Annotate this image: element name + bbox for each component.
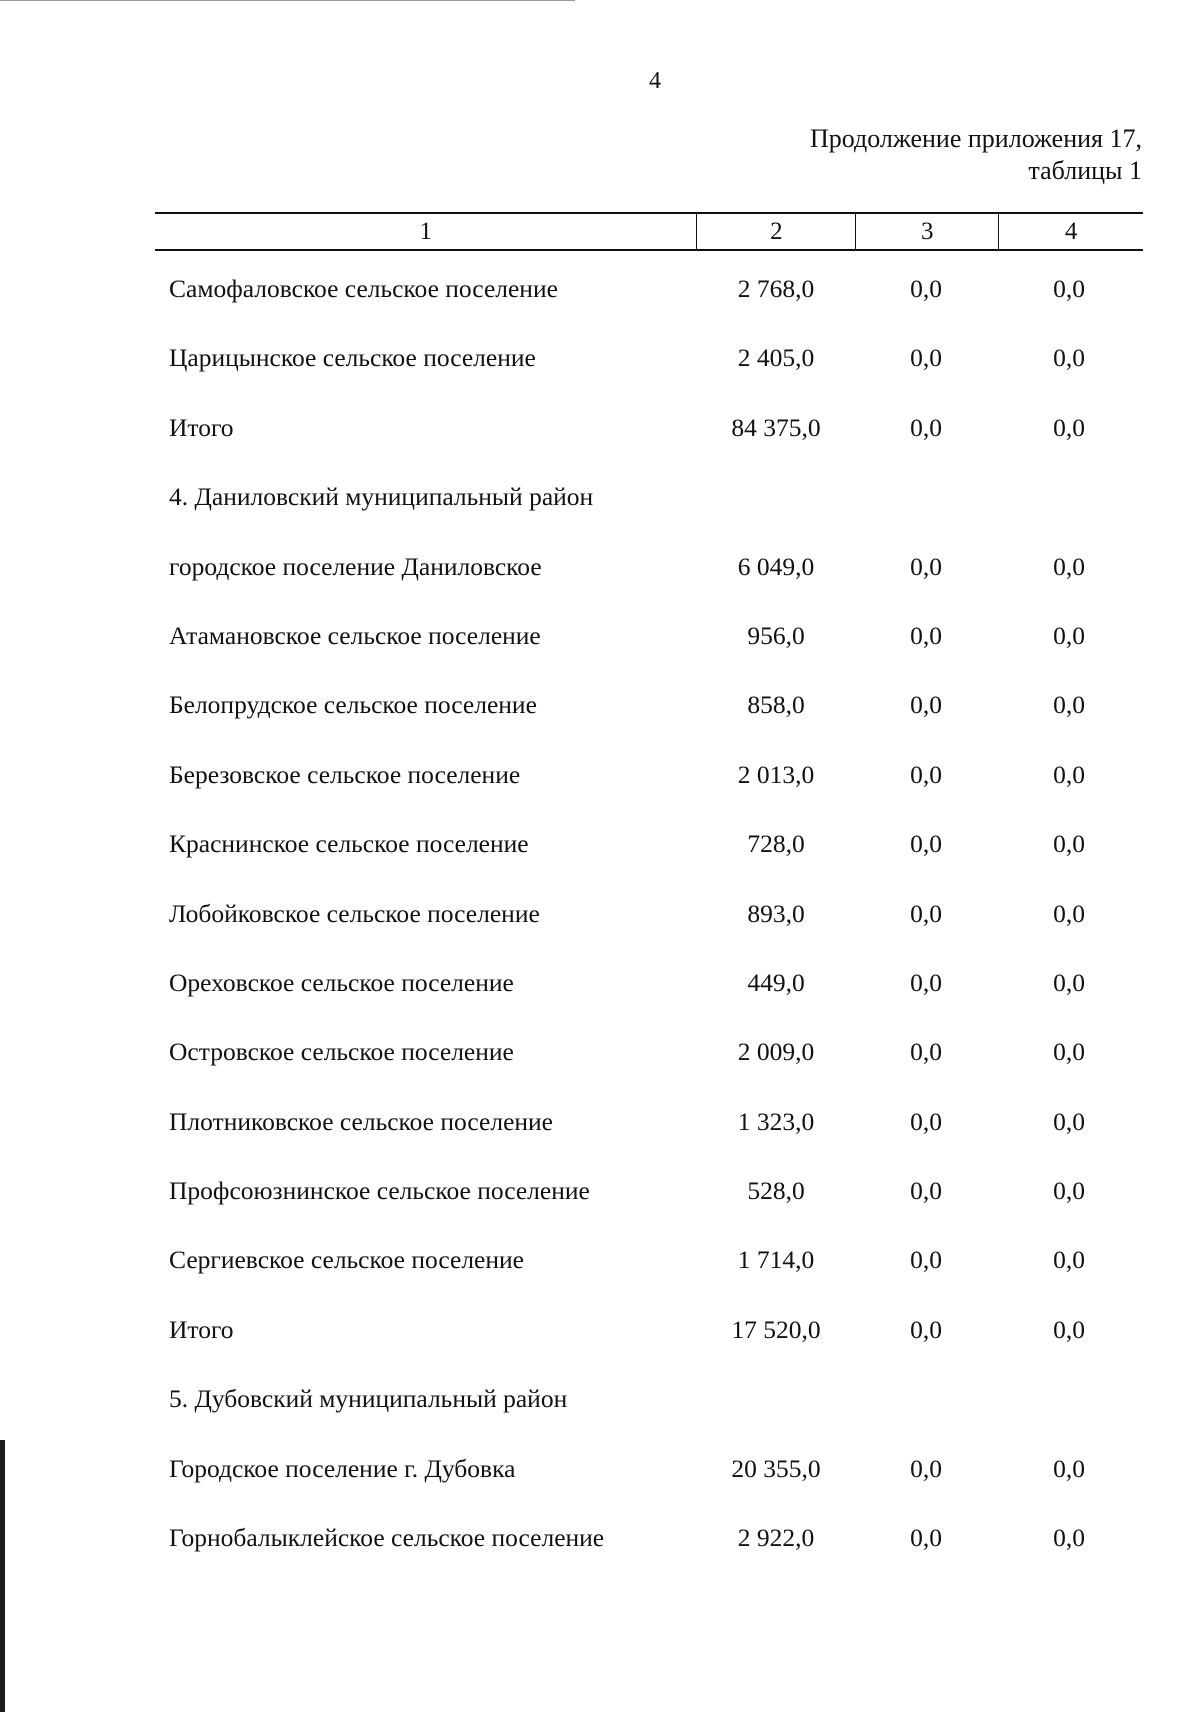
table-body [155, 262, 1143, 1580]
row-value-col-4: 0,0 [1053, 1453, 1085, 1483]
table-row [155, 887, 1143, 956]
table-row [155, 262, 1143, 331]
row-value-col-4: 0,0 [1053, 759, 1085, 789]
page-number: 4 [649, 68, 661, 94]
row-value-col-3: 0,0 [910, 1453, 942, 1483]
table-row [155, 470, 1143, 539]
row-value-col-4: 0,0 [1053, 274, 1085, 303]
row-value-col-4: 0,0 [1053, 1314, 1085, 1344]
row-name: Плотниковское сельское поселение [169, 1106, 553, 1136]
table-row [155, 331, 1143, 400]
row-value-col-3: 0,0 [910, 898, 942, 928]
row-name: 4. Даниловский муниципальный район [169, 482, 594, 512]
table-row [155, 609, 1143, 678]
row-value-col-4: 0,0 [1053, 1037, 1085, 1067]
row-name: Профсоюзнинское сельское поселение [169, 1176, 590, 1206]
row-name: Сергиевское сельское поселение [169, 1245, 524, 1275]
row-value-col-2: 20 355,0 [731, 1453, 821, 1483]
row-value-col-4: 0,0 [1053, 620, 1085, 650]
row-value-col-4: 0,0 [1053, 967, 1085, 997]
caption-line-2: таблицы 1 [1028, 156, 1142, 185]
row-name: Краснинское сельское поселение [169, 829, 529, 859]
row-value-col-4: 0,0 [1053, 1245, 1085, 1275]
row-value-col-2: 2 922,0 [737, 1523, 815, 1553]
row-name: Городское поселение г. Дубовка [169, 1453, 516, 1483]
row-name: Лобойковское сельское поселение [169, 898, 540, 928]
row-value-col-2: 528,0 [747, 1176, 805, 1206]
row-value-col-4: 0,0 [1053, 412, 1085, 442]
table-row [155, 1303, 1143, 1372]
row-value-col-3: 0,0 [910, 690, 942, 720]
row-name: Березовское сельское поселение [169, 759, 521, 789]
table-row [155, 1025, 1143, 1094]
row-name: Самофаловское сельское поселение [169, 274, 558, 303]
caption-line-1: Продолжение приложения 17, [809, 124, 1142, 153]
row-value-col-2: 2 768,0 [737, 274, 815, 303]
table-row [155, 1372, 1143, 1441]
scan-edge-left [0, 1440, 5, 1712]
row-name: Ореховское сельское поселение [169, 967, 514, 997]
table-row [155, 540, 1143, 609]
row-value-col-3: 0,0 [910, 1037, 942, 1067]
row-value-col-3: 0,0 [910, 1245, 942, 1275]
row-value-col-3: 0,0 [910, 967, 942, 997]
row-value-col-3: 0,0 [910, 759, 942, 789]
header-col-2: 2 [697, 214, 856, 249]
row-value-col-4: 0,0 [1053, 1523, 1085, 1553]
row-value-col-3: 0,0 [910, 274, 942, 303]
row-value-col-4: 0,0 [1053, 1176, 1085, 1206]
table-caption [810, 123, 1142, 187]
table-row [155, 956, 1143, 1025]
table-row [155, 678, 1143, 747]
row-value-col-4: 0,0 [1053, 690, 1085, 720]
row-value-col-4: 0,0 [1053, 898, 1085, 928]
table-row [155, 401, 1143, 470]
table-row [155, 1442, 1143, 1511]
header-col-4: 4 [1064, 217, 1078, 245]
row-value-col-2: 2 405,0 [737, 343, 815, 373]
row-name: 5. Дубовский муниципальный район [169, 1384, 568, 1414]
row-name: Царицынское сельское поселение [169, 343, 536, 373]
row-value-col-2: 2 009,0 [737, 1037, 815, 1067]
row-value-col-3: 0,0 [910, 1176, 942, 1206]
table-row [155, 817, 1143, 886]
row-value-col-3: 0,0 [910, 1523, 942, 1553]
row-value-col-2: 1 714,0 [737, 1245, 815, 1275]
row-name: Островское сельское поселение [169, 1037, 514, 1067]
row-value-col-2: 84 375,0 [731, 412, 821, 442]
row-value-col-2: 858,0 [747, 690, 805, 720]
row-value-col-2: 893,0 [747, 898, 805, 928]
row-name: городское поселение Даниловское [169, 551, 542, 581]
row-value-col-3: 0,0 [910, 829, 942, 859]
row-name: Белопрудское сельское поселение [169, 690, 537, 720]
row-name: Горнобалыклейское сельское поселение [169, 1523, 605, 1553]
row-value-col-2: 6 049,0 [737, 551, 815, 581]
row-value-col-2: 449,0 [747, 967, 805, 997]
header-col-1: 1 [155, 214, 697, 249]
row-value-col-2: 17 520,0 [731, 1314, 821, 1344]
scan-edge-top [0, 0, 575, 1]
row-name: Итого [169, 1314, 234, 1344]
row-value-col-4: 0,0 [1053, 1106, 1085, 1136]
row-value-col-2: 728,0 [747, 829, 805, 859]
row-value-col-4: 0,0 [1053, 343, 1085, 373]
row-name: Атамановское сельское поселение [169, 620, 541, 650]
row-value-col-3: 0,0 [910, 1314, 942, 1344]
row-value-col-3: 0,0 [910, 1106, 942, 1136]
table-row [155, 1233, 1143, 1302]
table-row [155, 748, 1143, 817]
row-value-col-3: 0,0 [910, 412, 942, 442]
row-value-col-2: 2 013,0 [737, 759, 815, 789]
row-value-col-3: 0,0 [910, 343, 942, 373]
row-value-col-3: 0,0 [910, 551, 942, 581]
row-value-col-3: 0,0 [910, 620, 942, 650]
row-value-col-4: 0,0 [1053, 829, 1085, 859]
table-row [155, 1511, 1143, 1580]
row-value-col-2: 956,0 [747, 620, 805, 650]
table-row [155, 1164, 1143, 1233]
row-value-col-2: 1 323,0 [737, 1106, 815, 1136]
table-row [155, 1095, 1143, 1164]
row-name: Итого [169, 412, 234, 442]
table-header [155, 212, 1143, 251]
header-col-3: 3 [856, 214, 999, 249]
row-value-col-4: 0,0 [1053, 551, 1085, 581]
